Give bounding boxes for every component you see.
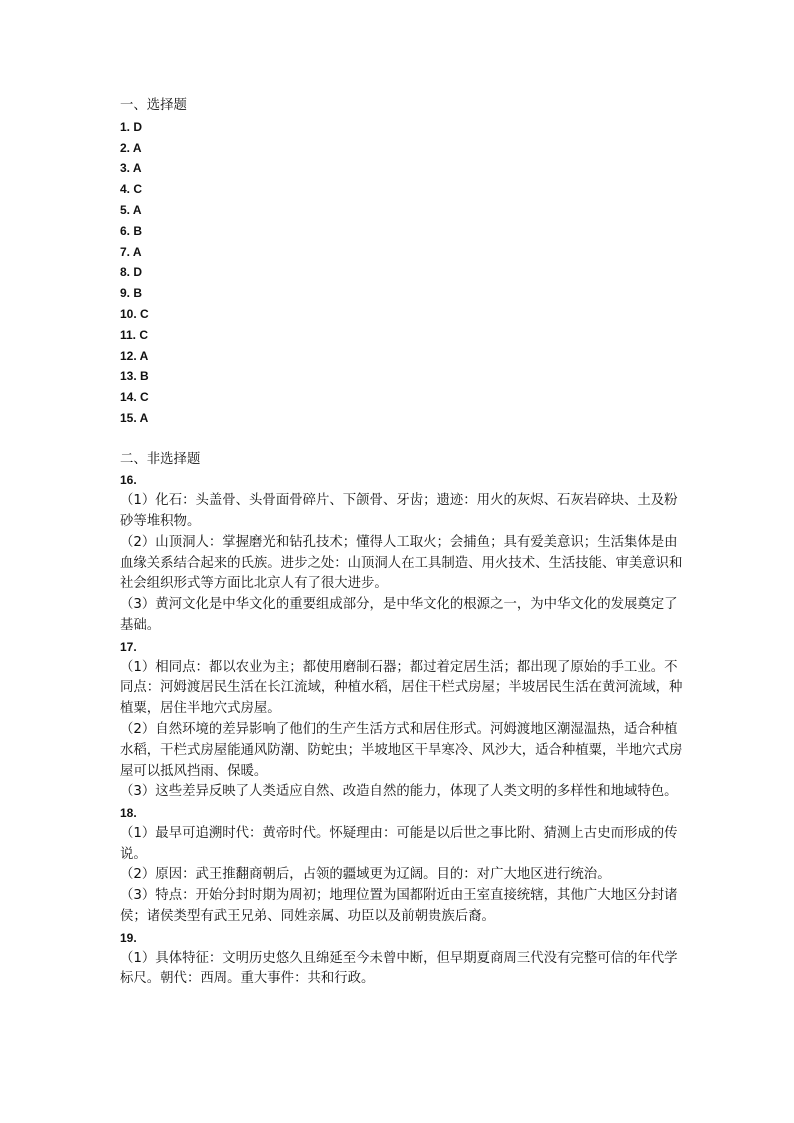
multiple-choice-answer-list bbox=[120, 117, 685, 429]
section-title-free-response: 二、非选择题 bbox=[120, 451, 201, 467]
section-title-multiple-choice: 一、选择题 bbox=[120, 98, 187, 113]
mc-answer: 15. A bbox=[120, 410, 149, 425]
mc-answer: 10. C bbox=[120, 306, 149, 321]
mc-answer: 4. C bbox=[120, 182, 143, 197]
mc-answer: 5. A bbox=[120, 202, 142, 217]
question-number: 19. bbox=[120, 930, 137, 945]
mc-answer: 1. D bbox=[120, 119, 143, 134]
mc-answer: 11. C bbox=[120, 327, 149, 342]
answer-part: （1）相同点：都以农业为主；都使用磨制石器；都过着定居生活；都出现了原始的手工业。不同点：河姆渡居民生活在长江流域，种植水稻，居住干栏式房屋；半坡居民生活在黄河流域，种植粟，居住半地穴式房屋。 bbox=[120, 659, 683, 717]
section-spacer bbox=[120, 429, 685, 450]
question-19 bbox=[120, 928, 685, 990]
question-17 bbox=[120, 637, 685, 803]
mc-answer: 3. A bbox=[120, 161, 142, 176]
question-number: 16. bbox=[120, 473, 137, 488]
mc-answer: 2. A bbox=[120, 140, 142, 155]
question-18 bbox=[120, 803, 685, 928]
mc-answer: 9. B bbox=[120, 286, 143, 301]
question-number: 18. bbox=[120, 806, 137, 821]
mc-answer: 12. A bbox=[120, 348, 149, 363]
answer-part: （3）这些差异反映了人类适应自然、改造自然的能力，体现了人类文明的多样性和地域特色。 bbox=[120, 784, 678, 800]
question-16 bbox=[120, 470, 685, 636]
answer-part: （3）黄河文化是中华文化的重要组成部分，是中华文化的根源之一，为中华文化的发展奠定了基础。 bbox=[120, 597, 678, 633]
answer-part: （1）具体特征：文明历史悠久且绵延至今未曾中断，但早期夏商周三代没有完整可信的年代学标尺。朝代：西周。重大事件：共和行政。 bbox=[120, 950, 678, 987]
answer-page bbox=[120, 96, 685, 990]
mc-answer: 6. B bbox=[120, 223, 143, 238]
mc-answer: 8. D bbox=[120, 265, 143, 280]
answer-part: （2）自然环境的差异影响了他们的生产生活方式和居住形式。河姆渡地区潮湿温热，适合种植水稻，干栏式房屋能通风防潮、防蛇虫；半坡地区干旱寒冷、风沙大，适合种植粟，半地穴式房屋可以抵风挡雨、保暖。 bbox=[120, 721, 683, 779]
answer-part: （1）最早可追溯时代：黄帝时代。怀疑理由：可能是以后世之事比附、猜测上古史而形成的传说。 bbox=[120, 825, 678, 862]
mc-answer: 14. C bbox=[120, 390, 149, 405]
answer-part: （1）化石：头盖骨、头骨面骨碎片、下颌骨、牙齿；遗迹：用火的灰烬、石灰岩碎块、土及粉砂等堆积物。 bbox=[120, 493, 678, 529]
question-number: 17. bbox=[120, 639, 137, 654]
mc-answer: 7. A bbox=[120, 244, 142, 259]
answer-part: （3）特点：开始分封时期为周初；地理位置为国都附近由王室直接统辖，其他广大地区分封诸侯；诸侯类型有武王兄弟、同姓亲属、功臣以及前朝贵族后裔。 bbox=[120, 888, 678, 925]
answer-part: （2）原因：武王推翻商朝后，占领的疆域更为辽阔。目的：对广大地区进行统治。 bbox=[120, 867, 611, 883]
mc-answer: 13. B bbox=[120, 369, 149, 384]
answer-part: （2）山顶洞人：掌握磨光和钻孔技术；懂得人工取火；会捕鱼；具有爱美意识；生活集体是由血缘关系结合起来的氏族。进步之处：山顶洞人在工具制造、用火技术、生活技能、审美意识和社会组织形式等方面比北京人有了很大进步。 bbox=[120, 534, 683, 592]
